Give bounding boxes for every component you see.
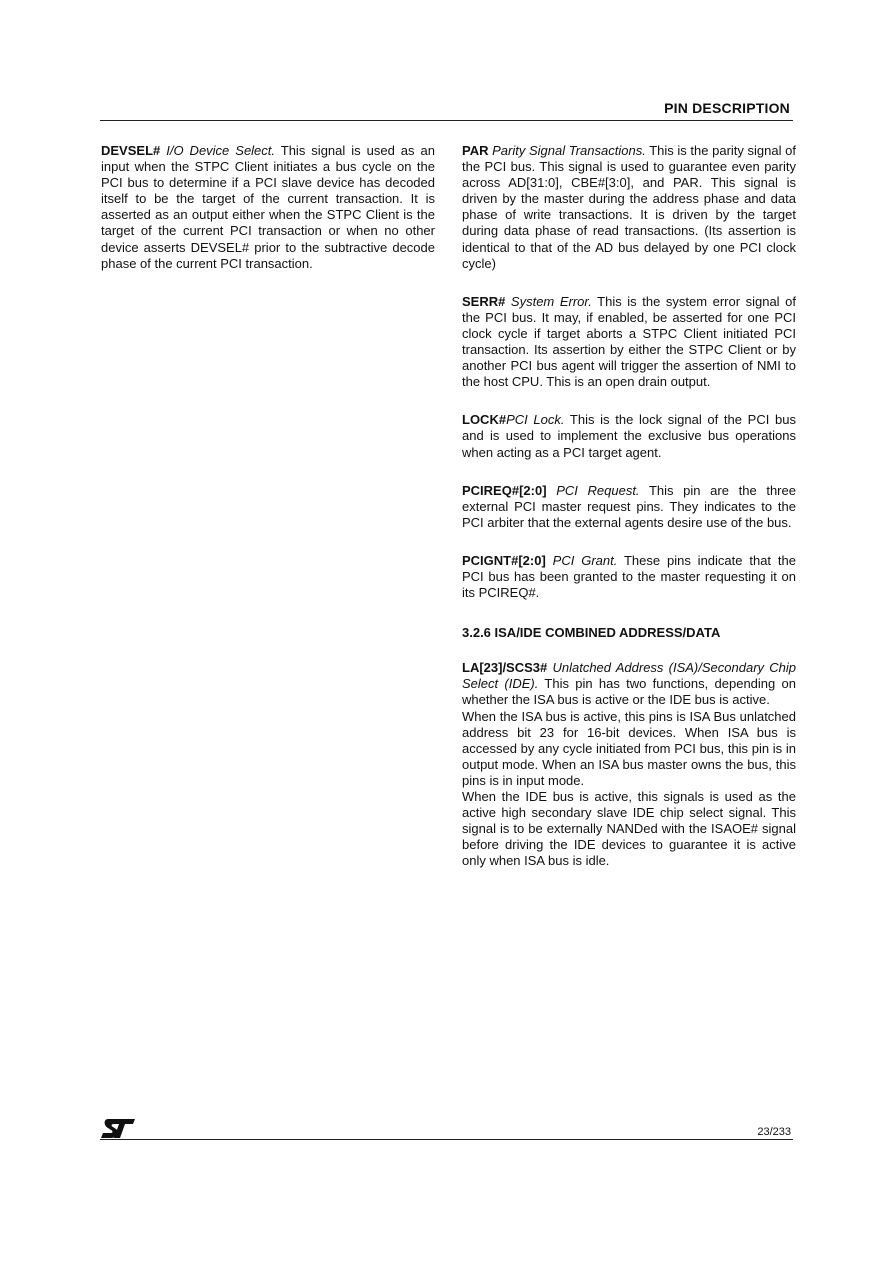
signal-description-title: PCI Grant. [552,552,618,568]
right-column [462,143,796,869]
signal-name: LA[23]/SCS3# [462,660,548,676]
signal-paragraph-serr [462,294,796,391]
left-column [101,143,435,272]
signal-description-title: System Error. [510,293,592,309]
signal-description-text: These pins indicate that the PCI bus has been granted to the master requesting it on its PCIREQ#. [462,552,796,601]
signal-description-continuation: When the IDE bus is active, this signals is used as the active high secondary slave IDE chip select signal. This signal is to be externally NANDed with the ISAOE# signal before driving the IDE devices to guarantee it is active only when ISA bus is idle. [462,789,796,869]
signal-paragraph-la23 [462,660,796,869]
signal-description-text: This is the system error signal of the PCI bus. It may, if enabled, be asserted for one PCI clock cycle if target aborts a STPC Client initiated PCI transaction. Its assertion by either the STPC Client or by another PCI bus agent will trigger the assertion of NMI to the host CPU. This is an open drain output. [462,293,796,390]
signal-paragraph-par [462,143,796,272]
page-header-title: PIN DESCRIPTION [664,100,790,116]
signal-name: SERR# [462,293,506,309]
signal-description-title: Parity Signal Transactions. [492,143,646,158]
signal-paragraph-pcireq [462,483,796,531]
signal-description-title: PCI Lock. [506,412,565,428]
page-number: 23/233 [757,1126,791,1138]
signal-name: LOCK# [462,412,507,428]
signal-description-text: This pin has two functions, depending on whether the ISA bus is active or the IDE bus is active. [462,676,796,708]
signal-description-continuation: When the ISA bus is active, this pins is ISA Bus unlatched address bit 23 for 16-bit devices. When ISA bus is accessed by any cycle initiated from PCI bus, this pin is in output mode. When an ISA bus master owns the bus, this pins is in input mode. [462,708,796,788]
signal-description-title: I/O Device Select. [166,143,276,158]
signal-paragraph-devsel [101,143,435,272]
signal-name: PCIREQ#[2:0] [462,482,547,498]
signal-description-text: This signal is used as an input when the STPC Client initiates a bus cycle on the PCI bus to determine if a PCI slave device has decoded itself to be the target of the current transaction. It is asserted as an output either when the STPC Client is the target of the current PCI transaction or when no other device asserts DEVSEL# prior to the subtractive decode phase of the current PCI transaction. [101,143,435,271]
st-logo-icon [100,1117,136,1139]
signal-description-title: Unlatched Address (ISA)/Secondary Chip Select (IDE). [462,660,796,692]
signal-name: PCIGNT#[2:0] [462,552,546,568]
signal-name: DEVSEL# [101,143,161,158]
signal-paragraph-lock [462,412,796,460]
signal-name: PAR [462,143,489,158]
section-heading: 3.2.6 ISA/IDE COMBINED ADDRESS/DATA [462,625,721,641]
header-rule [100,120,793,121]
signal-description-text: This is the parity signal of the PCI bus. This signal is used to guarantee even parity across AD[31:0], CBE#[3:0], and PAR. This signal is driven by the master during the address phase and data phase of write transactions. It is driven by the target during data phase of read transactions. (Its assertion is identical to that of the AD bus delayed by one PCI clock cycle) [462,143,796,271]
signal-description-text: This is the lock signal of the PCI bus and is used to implement the exclusive bus operations when acting as a PCI target agent. [462,412,796,460]
signal-paragraph-pcignt [462,553,796,601]
signal-description-text: This pin are the three external PCI master request pins. They indicates to the PCI arbiter that the external agents desire use of the bus. [462,482,796,530]
footer-rule [100,1139,793,1140]
signal-description-title: PCI Request. [556,482,640,498]
